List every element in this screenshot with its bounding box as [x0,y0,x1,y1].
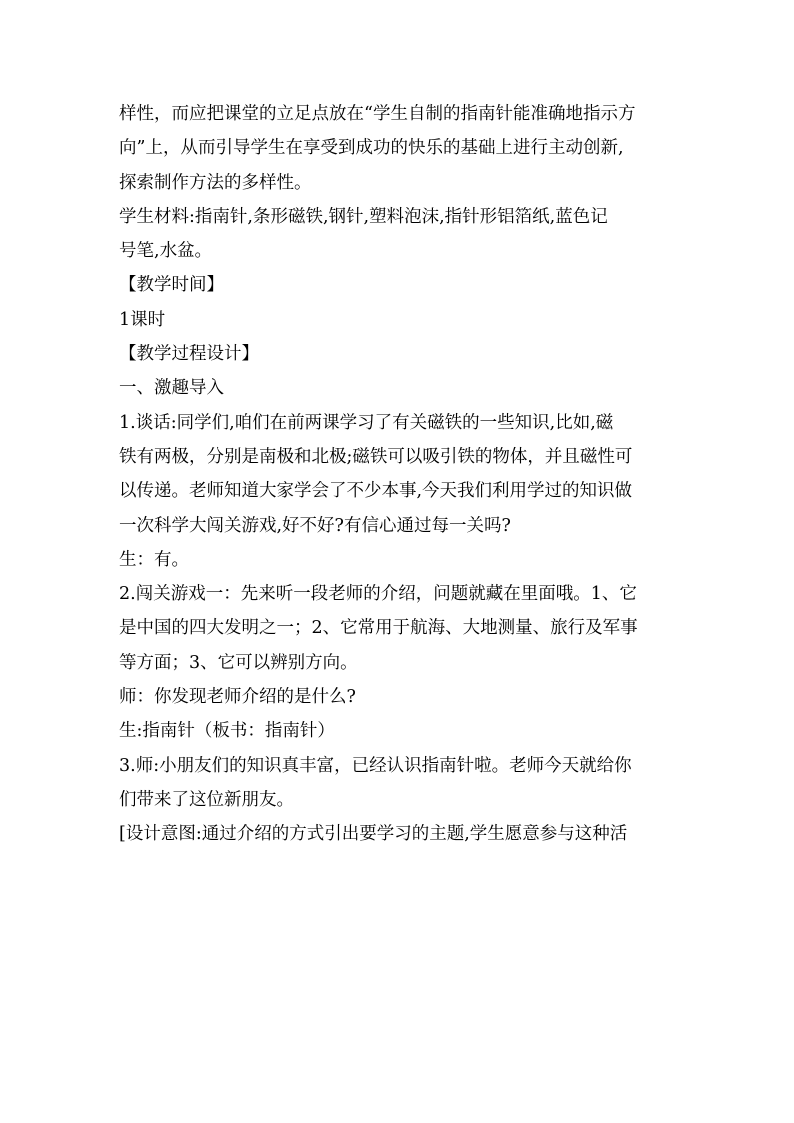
paragraph-line: 1.谈话:同学们,咱们在前两课学习了有关磁铁的一些知识,比如,磁 [119,412,614,433]
section-heading: 【教学过程设计】 [119,344,259,365]
paragraph-line: 学生材料:指南针,条形磁铁,钢针,塑料泡沫,指针形铝箔纸,蓝色记 [119,206,608,227]
paragraph-line: [设计意图:通过介绍的方式引出要学习的主题,学生愿意参与这种活 [119,824,628,845]
paragraph-line: 生：有。 [119,549,189,570]
paragraph-line: 师：你发现老师介绍的是什么? [119,687,356,708]
paragraph-line: 3.师:小朋友们的知识真丰富，已经认识指南针啦。老师今天就给你 [119,755,632,776]
section-heading: 【教学时间】 [119,275,224,296]
paragraph-line: 是中国的四大发明之一；2、它常用于航海、大地测量、旅行及军事 [119,618,638,639]
paragraph-line: 们带来了这位新朋友。 [119,789,294,810]
paragraph-line: 向”上，从而引导学生在享受到成功的快乐的基础上进行主动创新, [119,138,624,159]
paragraph-line: 探索制作方法的多样性。 [119,172,312,193]
paragraph-line: 样性，而应把课堂的立足点放在“学生自制的指南针能准确地指示方 [119,104,636,124]
paragraph-line: 铁有两极，分别是南极和北极;磁铁可以吸引铁的物体，并且磁性可 [119,446,633,467]
paragraph-line: 2.闯关游戏一：先来听一段老师的介绍，问题就藏在里面哦。1、它 [119,584,637,605]
paragraph-line: 一次科学大闯关游戏,好不好?有信心通过每一关吗? [119,515,511,536]
document-body [119,97,679,852]
paragraph-line: 号笔,水盆。 [119,241,213,262]
paragraph-line: 生:指南针（板书：指南针） [119,721,335,742]
paragraph-line: 以传递。老师知道大家学会了不少本事,今天我们利用学过的知识做 [119,481,633,502]
paragraph-line: 1课时 [119,309,166,330]
subsection-heading: 一、激趣导入 [119,378,224,399]
paragraph-line: 等方面；3、它可以辨别方向。 [119,652,358,673]
